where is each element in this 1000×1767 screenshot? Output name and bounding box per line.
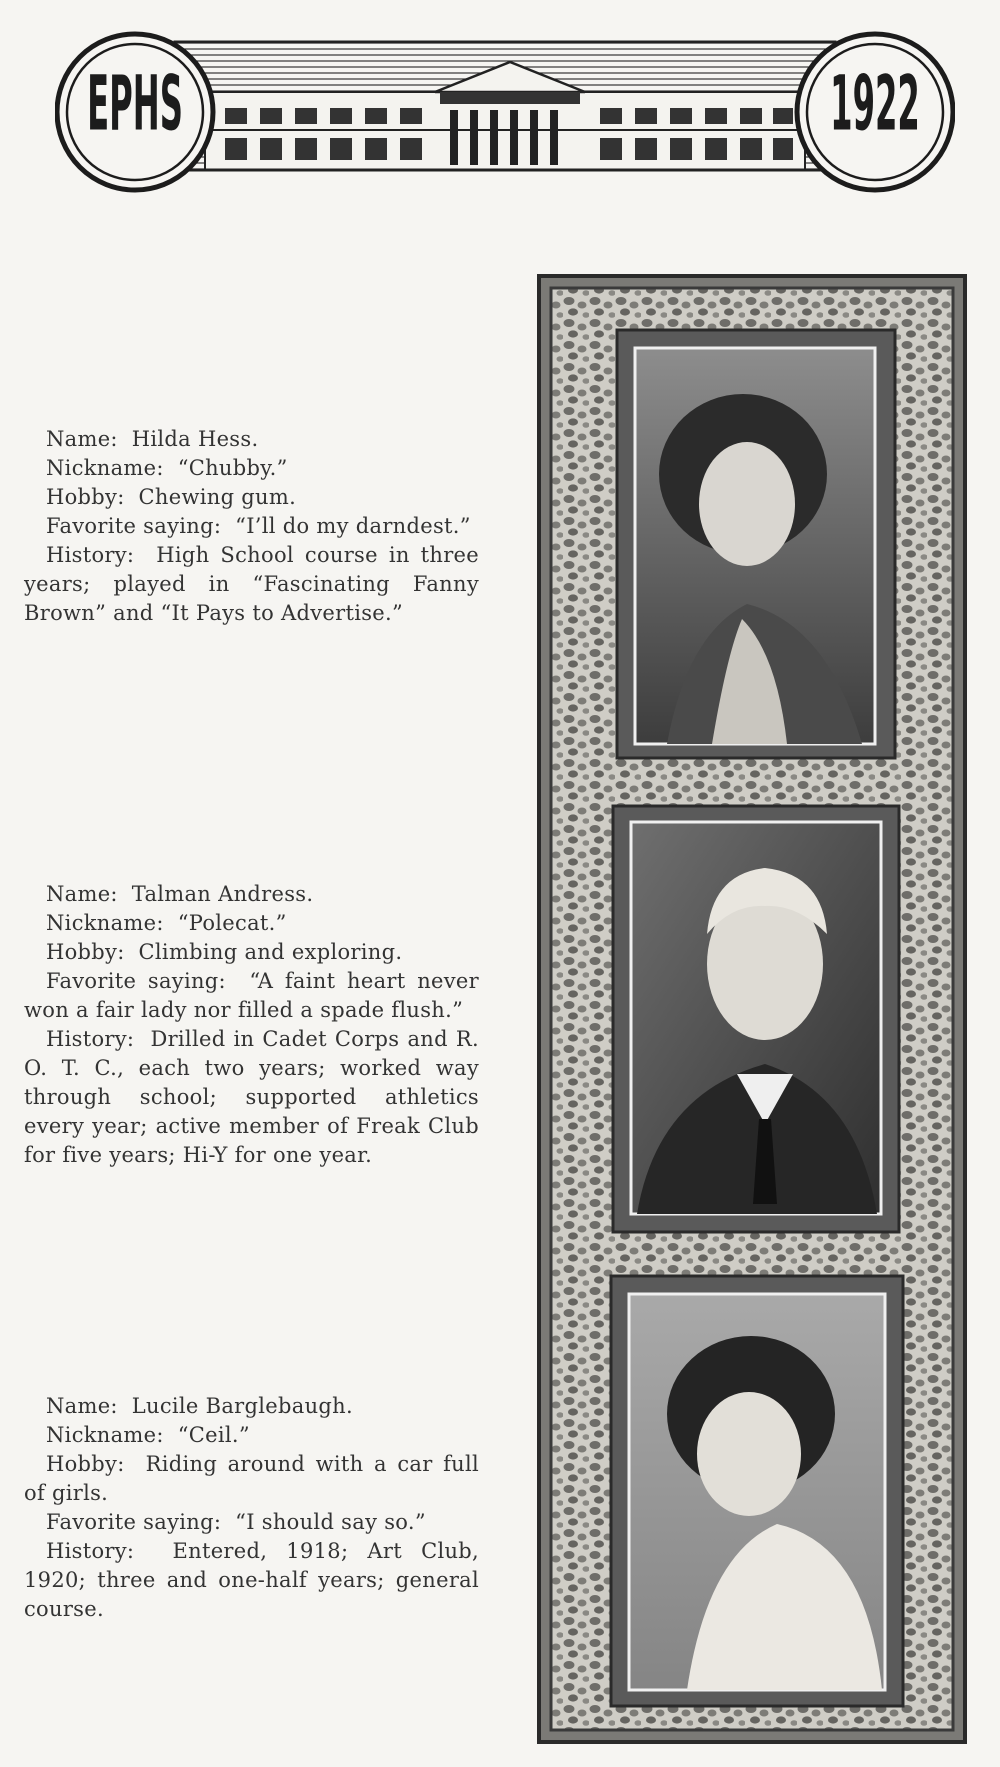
history-label: History: xyxy=(46,1027,135,1051)
hobby-label: Hobby: xyxy=(46,940,125,964)
name-label: Name: xyxy=(46,882,118,906)
student-name: Talman Andress. xyxy=(131,882,314,906)
history-label: History: xyxy=(46,543,135,567)
name-line xyxy=(24,880,479,909)
student-nickname: “Polecat.” xyxy=(177,911,287,935)
student-name: Lucile Barglebaugh. xyxy=(131,1394,353,1418)
student-nickname: “Ceil.” xyxy=(177,1423,250,1447)
hobby-line xyxy=(24,938,479,967)
saying-label: Favorite saying: xyxy=(46,969,226,993)
portrait-photo xyxy=(611,1276,903,1706)
student-nickname: “Chubby.” xyxy=(177,456,288,480)
portrait-photo xyxy=(617,330,895,758)
history-label: History: xyxy=(46,1539,135,1563)
svg-text:EPHS: EPHS xyxy=(87,59,183,148)
student-saying: “I’ll do my darndest.” xyxy=(235,514,471,538)
saying-line xyxy=(24,1508,479,1537)
nickname-line xyxy=(24,909,479,938)
student-name: Hilda Hess. xyxy=(131,427,259,451)
hobby-label: Hobby: xyxy=(46,1452,125,1476)
nickname-label: Nickname: xyxy=(46,1423,164,1447)
hobby-line xyxy=(24,483,479,512)
portrait-frame xyxy=(537,274,967,1744)
name-line xyxy=(24,425,479,454)
year-emblem xyxy=(797,34,953,190)
history-line xyxy=(24,1025,479,1170)
student-history: High School course in three years; played in “Fascinating Fanny Brown” and “It Pays to Advertise.” xyxy=(24,543,480,625)
student-entry xyxy=(24,425,479,628)
student-saying: “I should say so.” xyxy=(235,1510,426,1534)
student-entry xyxy=(24,880,479,1170)
nickname-label: Nickname: xyxy=(46,456,164,480)
name-line xyxy=(24,1392,479,1421)
student-hobby: Riding around with a car full of girls. xyxy=(24,1452,480,1505)
saying-line xyxy=(24,512,479,541)
svg-text:1922: 1922 xyxy=(830,59,920,148)
student-hobby: Chewing gum. xyxy=(138,485,297,509)
ephs-emblem xyxy=(57,34,213,190)
student-history: Drilled in Cadet Corps and R. O. T. C., each two years; worked way through school; supported athletics every year; active member of Freak Club for five years; Hi-Y for one year. xyxy=(24,1027,479,1167)
student-entry xyxy=(24,1392,479,1624)
saying-line xyxy=(24,967,479,1025)
nickname-label: Nickname: xyxy=(46,911,164,935)
student-saying: “A faint heart never won a fair lady nor filled a spade flush.” xyxy=(24,969,479,1022)
hobby-line xyxy=(24,1450,479,1508)
name-label: Name: xyxy=(46,427,118,451)
nickname-line xyxy=(24,454,479,483)
student-hobby: Climbing and exploring. xyxy=(138,940,403,964)
saying-label: Favorite saying: xyxy=(46,1510,222,1534)
portrait-photo xyxy=(613,806,899,1232)
history-line xyxy=(24,1537,479,1624)
student-history: Entered, 1918; Art Club, 1920; three and one-half years; general course. xyxy=(24,1539,480,1621)
history-line xyxy=(24,541,479,628)
header-banner xyxy=(55,30,955,200)
hobby-label: Hobby: xyxy=(46,485,125,509)
nickname-line xyxy=(24,1421,479,1450)
name-label: Name: xyxy=(46,1394,118,1418)
saying-label: Favorite saying: xyxy=(46,514,222,538)
